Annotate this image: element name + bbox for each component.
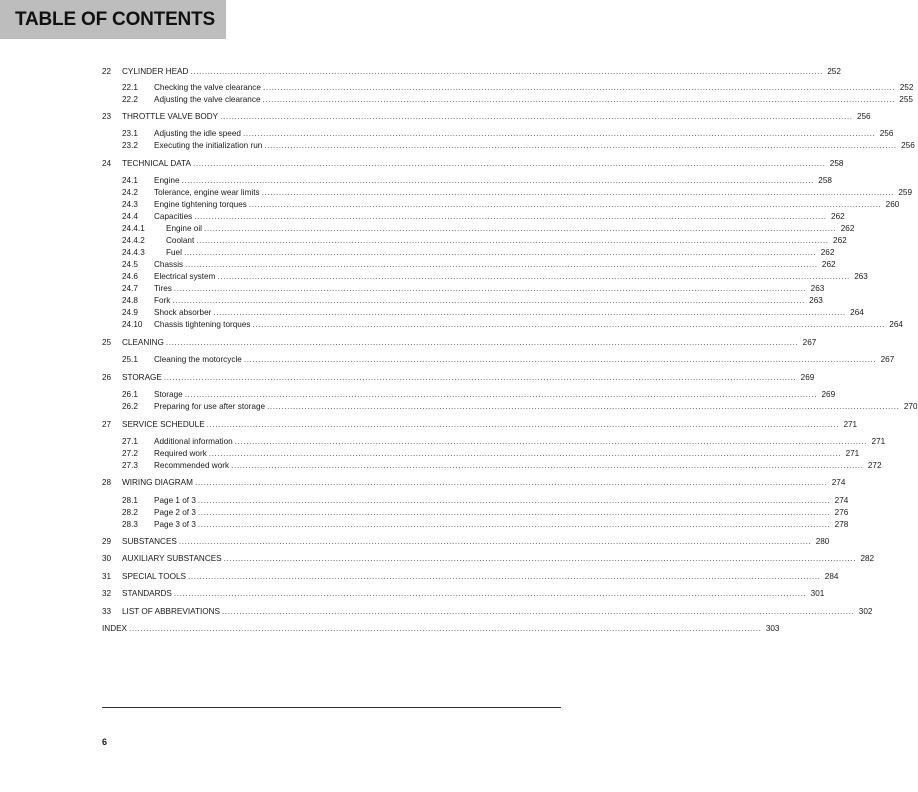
toc-entry[interactable] xyxy=(102,337,817,348)
toc-entry-title: Checking the valve clearance xyxy=(154,83,261,92)
toc-entry-title: Fuel xyxy=(166,248,182,257)
toc-entry-page: 280 xyxy=(815,537,830,546)
toc-leader-dots: ............................................................................................................................................................................................................................ xyxy=(208,449,842,458)
toc-entry-page: 262 xyxy=(821,260,836,269)
toc-entry-page: 252 xyxy=(899,83,914,92)
toc-entry-page: 260 xyxy=(885,200,900,209)
toc-leader-dots: ............................................................................................................................................................................................................................ xyxy=(262,83,896,92)
toc-leader-dots: ............................................................................................................................................................................................................................ xyxy=(165,338,799,347)
page-number: 6 xyxy=(102,737,108,747)
toc-entry-title: TECHNICAL DATA xyxy=(122,159,191,168)
toc-entry[interactable] xyxy=(102,389,836,400)
toc-entry-title: STANDARDS xyxy=(122,589,172,598)
toc-entry-number: 24.7 xyxy=(122,284,138,293)
toc-entry-page: 262 xyxy=(820,248,835,257)
toc-entry-number: 27.2 xyxy=(122,449,138,458)
toc-entry-number: 31 xyxy=(102,572,112,581)
toc-entry-title: Shock absorber xyxy=(154,308,212,317)
toc-entry-number: 24.3 xyxy=(122,200,138,209)
toc-entry[interactable] xyxy=(102,247,835,258)
toc-entry-number: 22.1 xyxy=(122,83,138,92)
toc-entry-page: 259 xyxy=(898,188,913,197)
toc-entry-number: 24.5 xyxy=(122,260,138,269)
toc-leader-dots: ............................................................................................................................................................................................................................ xyxy=(264,141,897,150)
page-title: TABLE OF CONTENTS xyxy=(15,9,215,30)
toc-entry-page: 282 xyxy=(860,554,875,563)
toc-leader-dots: ............................................................................................................................................................................................................................ xyxy=(213,308,846,317)
toc-entry-title: AUXILIARY SUBSTANCES xyxy=(122,554,222,563)
toc-leader-dots: ............................................................................................................................................................................................................................ xyxy=(193,159,826,168)
toc-entry[interactable] xyxy=(102,158,844,169)
toc-entry[interactable] xyxy=(102,477,846,488)
toc-entry-page: 303 xyxy=(765,624,780,633)
toc-entry[interactable] xyxy=(102,235,847,246)
toc-entry[interactable] xyxy=(102,401,918,412)
toc-entry[interactable] xyxy=(102,211,845,222)
toc-entry-title: THROTTLE VALVE BODY xyxy=(122,112,219,121)
toc-entry-page: 270 xyxy=(903,402,918,411)
toc-leader-dots: ............................................................................................................................................................................................................................ xyxy=(243,355,877,364)
toc-entry[interactable] xyxy=(102,507,849,518)
toc-entry-number: 23.1 xyxy=(122,129,138,138)
toc-entry-page: 255 xyxy=(899,95,913,104)
toc-leader-dots: ............................................................................................................................................................................................................................ xyxy=(248,200,882,209)
toc-entry-title: Engine oil xyxy=(166,224,202,233)
toc-entry[interactable] xyxy=(102,94,913,105)
toc-entry[interactable] xyxy=(102,223,855,234)
toc-entry[interactable] xyxy=(102,307,864,318)
toc-entry-title: Page 3 of 3 xyxy=(154,520,196,529)
toc-entry-page: 256 xyxy=(856,112,871,121)
toc-entry-title: Adjusting the idle speed xyxy=(154,129,241,138)
toc-entry-title: SPECIAL TOOLS xyxy=(122,572,187,581)
toc-entry-page: 301 xyxy=(810,589,825,598)
toc-entry-title: Tires xyxy=(154,284,172,293)
toc-leader-dots: ............................................................................................................................................................................................................................ xyxy=(242,129,876,138)
toc-entry-title: Coolant xyxy=(166,236,195,245)
toc-entry-page: 263 xyxy=(854,272,868,281)
toc-entry[interactable] xyxy=(102,354,895,365)
toc-entry-page: 263 xyxy=(810,284,825,293)
toc-entry[interactable] xyxy=(102,319,903,330)
toc-leader-dots: ............................................................................................................................................................................................................................ xyxy=(197,520,831,529)
toc-entry-number: 32 xyxy=(102,589,112,598)
toc-entry-title: Cleaning the motorcycle xyxy=(154,355,242,364)
toc-entry-number: 23 xyxy=(102,112,112,121)
footer-rule xyxy=(102,707,561,708)
toc-entry-number: 24 xyxy=(102,159,112,168)
toc-leader-dots: ............................................................................................................................................................................................................................ xyxy=(183,248,817,257)
toc-entry[interactable] xyxy=(102,175,832,186)
toc-entry[interactable] xyxy=(102,571,839,582)
toc-entry-title: Recommended work xyxy=(154,461,230,470)
toc-leader-dots: ............................................................................................................................................................................................................................ xyxy=(203,224,837,233)
toc-leader-dots: ............................................................................................................................................................................................................................ xyxy=(196,236,829,245)
toc-entry[interactable] xyxy=(102,419,858,430)
toc-entry-number: 27.1 xyxy=(122,437,138,446)
toc-entry-page: 271 xyxy=(871,437,886,446)
toc-leader-dots: ............................................................................................................................................................................................................................ xyxy=(231,461,864,470)
toc-entry-title: CLEANING xyxy=(122,338,164,347)
toc-entry-number: 22 xyxy=(102,67,112,76)
toc-entry-page: 256 xyxy=(879,129,894,138)
toc-entry-number: 24.4.3 xyxy=(122,248,145,257)
toc-entry[interactable] xyxy=(102,140,915,151)
toc-entry-number: 24.4.2 xyxy=(122,236,145,245)
toc-entry[interactable] xyxy=(102,623,780,634)
toc-entry-title: SERVICE SCHEDULE xyxy=(122,420,205,429)
toc-entry-title: Page 1 of 3 xyxy=(154,496,196,505)
toc-entry-title: Adjusting the valve clearance xyxy=(154,95,261,104)
toc-entry-number: 22.2 xyxy=(122,95,138,104)
toc-entry-page: 274 xyxy=(834,496,849,505)
toc-entry-number: 24.4 xyxy=(122,212,138,221)
toc-leader-dots: ............................................................................................................................................................................................................................ xyxy=(194,478,828,487)
toc-leader-dots: ............................................................................................................................................................................................................................ xyxy=(185,260,818,269)
toc-entry[interactable] xyxy=(102,271,868,282)
toc-entry-number: 27 xyxy=(102,420,112,429)
toc-leader-dots: ............................................................................................................................................................................................................................ xyxy=(163,373,797,382)
toc-entry-page: 269 xyxy=(821,390,836,399)
toc-entry-title: Preparing for use after storage xyxy=(154,402,266,411)
toc-leader-dots: ............................................................................................................................................................................................................................ xyxy=(178,537,812,546)
toc-entry[interactable] xyxy=(102,66,841,77)
toc-entry-page: 267 xyxy=(880,355,895,364)
toc-entry-page: 262 xyxy=(840,224,855,233)
toc-entry-page: 271 xyxy=(843,420,858,429)
toc-entry-title: LIST OF ABBREVIATIONS xyxy=(122,607,220,616)
toc-entry-title: Electrical system xyxy=(154,272,216,281)
toc-entry-number: 25.1 xyxy=(122,355,138,364)
toc-entry-page: 258 xyxy=(829,159,844,168)
toc-entry[interactable] xyxy=(102,606,873,617)
toc-entry-title: Additional information xyxy=(154,437,233,446)
toc-entry[interactable] xyxy=(102,460,882,471)
toc-entry-page: 274 xyxy=(831,478,846,487)
toc-entry-number: 24.10 xyxy=(122,320,143,329)
toc-entry-number: 23.2 xyxy=(122,141,138,150)
toc-entry-number: 28.1 xyxy=(122,496,138,505)
toc-entry[interactable] xyxy=(102,519,849,530)
toc-leader-dots: ............................................................................................................................................................................................................................ xyxy=(197,496,831,505)
toc-entry[interactable] xyxy=(102,187,913,198)
toc-entry-title: SUBSTANCES xyxy=(122,537,177,546)
toc-entry[interactable] xyxy=(102,259,836,270)
toc-entry-number: 24.2 xyxy=(122,188,138,197)
toc-entry-number: 24.9 xyxy=(122,308,138,317)
toc-entry-number: 30 xyxy=(102,554,112,563)
toc-leader-dots: ............................................................................................................................................................................................................................ xyxy=(234,437,868,446)
toc-entry-page: 284 xyxy=(824,572,839,581)
toc-leader-dots: ............................................................................................................................................................................................................................ xyxy=(172,296,805,305)
toc-leader-dots: ............................................................................................................................................................................................................................ xyxy=(188,572,821,581)
toc-entry-page: 262 xyxy=(831,212,845,221)
toc-leader-dots: ............................................................................................................................................................................................................................ xyxy=(173,284,807,293)
toc-entry[interactable] xyxy=(102,448,860,459)
toc-entry-page: 276 xyxy=(834,508,849,517)
toc-entry-number: 26 xyxy=(102,373,112,382)
toc-entry-page: 272 xyxy=(867,461,882,470)
toc-entry-number: 28.3 xyxy=(122,520,138,529)
toc-entry-number: 24.6 xyxy=(122,272,138,281)
toc-leader-dots: ............................................................................................................................................................................................................................ xyxy=(181,176,814,185)
toc-entry[interactable] xyxy=(102,372,815,383)
toc-leader-dots: ............................................................................................................................................................................................................................ xyxy=(184,390,818,399)
toc-entry[interactable] xyxy=(102,553,875,564)
toc-entry-title: INDEX xyxy=(102,624,128,633)
toc-entry-page: 262 xyxy=(833,236,847,245)
toc-leader-dots: ............................................................................................................................................................................................................................ xyxy=(252,320,885,329)
toc-entry[interactable] xyxy=(102,495,849,506)
toc-entry[interactable] xyxy=(102,295,823,306)
toc-entry-page: 258 xyxy=(818,176,832,185)
toc-leader-dots: ............................................................................................................................................................................................................................ xyxy=(223,554,857,563)
toc-entry-number: 26.1 xyxy=(122,390,138,399)
toc-entry[interactable] xyxy=(102,283,825,294)
toc-leader-dots: ............................................................................................................................................................................................................................ xyxy=(206,420,840,429)
toc-entry-title: STORAGE xyxy=(122,373,162,382)
toc-entry-page: 264 xyxy=(850,308,864,317)
toc-entry-number: 24.8 xyxy=(122,296,138,305)
toc-leader-dots: ............................................................................................................................................................................................................................ xyxy=(220,112,853,121)
toc-entry[interactable] xyxy=(102,128,894,139)
toc-entry-page: 252 xyxy=(827,67,841,76)
toc-entry-title: Engine tightening torques xyxy=(154,200,247,209)
toc-entry-page: 271 xyxy=(845,449,860,458)
toc-leader-dots: ............................................................................................................................................................................................................................ xyxy=(190,67,823,76)
toc-entry-number: 24.4.1 xyxy=(122,224,145,233)
toc-entry-number: 28.2 xyxy=(122,508,138,517)
toc-entry-title: Capacities xyxy=(154,212,193,221)
toc-entry-number: 33 xyxy=(102,607,112,616)
toc-entry-number: 29 xyxy=(102,537,112,546)
toc-entry-page: 278 xyxy=(834,520,849,529)
toc-entry-number: 25 xyxy=(102,338,112,347)
toc-entry[interactable] xyxy=(102,436,886,447)
toc-leader-dots: ............................................................................................................................................................................................................................ xyxy=(217,272,850,281)
toc-leader-dots: ............................................................................................................................................................................................................................ xyxy=(173,589,807,598)
toc-leader-dots: ............................................................................................................................................................................................................................ xyxy=(262,95,895,104)
toc-entry-title: Storage xyxy=(154,390,183,399)
toc-entry[interactable] xyxy=(102,199,900,210)
toc-entry-page: 256 xyxy=(901,141,915,150)
toc-leader-dots: ............................................................................................................................................................................................................................ xyxy=(261,188,895,197)
toc-entry-title: Tolerance, engine wear limits xyxy=(154,188,260,197)
toc-entry-title: Engine xyxy=(154,176,180,185)
toc-entry-number: 26.2 xyxy=(122,402,138,411)
toc-leader-dots: ............................................................................................................................................................................................................................ xyxy=(129,624,762,633)
toc-entry[interactable] xyxy=(102,536,830,547)
toc-leader-dots: ............................................................................................................................................................................................................................ xyxy=(194,212,827,221)
toc-entry-title: Chassis xyxy=(154,260,184,269)
toc-entry-title: Page 2 of 3 xyxy=(154,508,196,517)
toc-leader-dots: ............................................................................................................................................................................................................................ xyxy=(197,508,831,517)
toc-leader-dots: ............................................................................................................................................................................................................................ xyxy=(221,607,855,616)
toc-entry[interactable] xyxy=(102,111,871,122)
toc-entry[interactable] xyxy=(102,82,914,93)
toc-entry[interactable] xyxy=(102,588,825,599)
toc-entry-title: CYLINDER HEAD xyxy=(122,67,189,76)
toc-entry-page: 264 xyxy=(889,320,903,329)
toc-entry-number: 27.3 xyxy=(122,461,138,470)
toc-entry-title: Executing the initialization run xyxy=(154,141,263,150)
toc-entry-title: WIRING DIAGRAM xyxy=(122,478,193,487)
toc-entry-number: 24.1 xyxy=(122,176,138,185)
toc-entry-page: 263 xyxy=(809,296,823,305)
toc-entry-title: Required work xyxy=(154,449,207,458)
toc-entry-number: 28 xyxy=(102,478,112,487)
toc-entry-page: 269 xyxy=(800,373,815,382)
toc-entry-title: Chassis tightening torques xyxy=(154,320,251,329)
toc-leader-dots: ............................................................................................................................................................................................................................ xyxy=(267,402,900,411)
toc-entry-title: Fork xyxy=(154,296,171,305)
toc-entry-page: 302 xyxy=(858,607,873,616)
toc-entry-page: 267 xyxy=(802,338,817,347)
